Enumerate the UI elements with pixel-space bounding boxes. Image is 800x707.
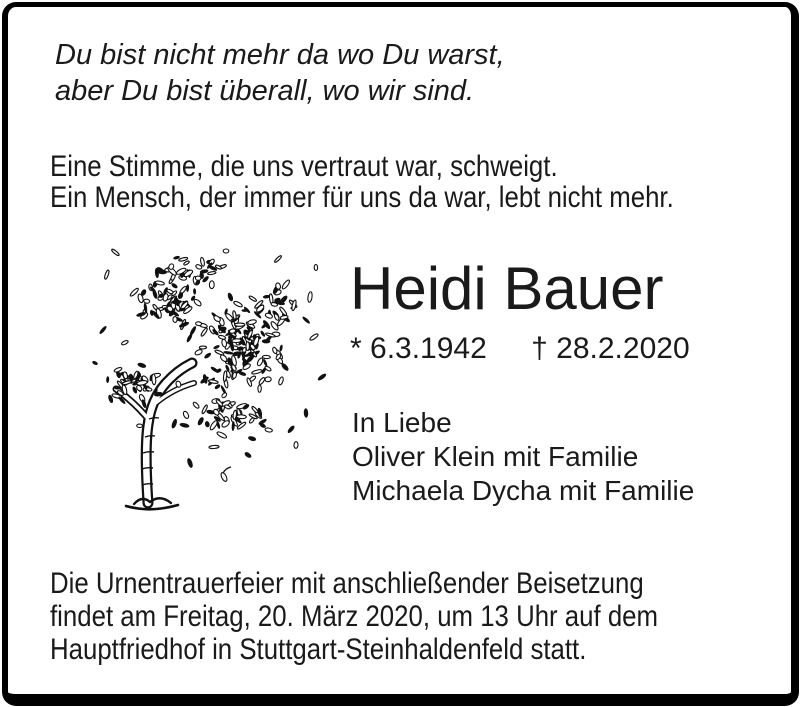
mourner-name-2: Michaela Dycha mit Familie [352,475,695,506]
eulogy-line2: Ein Mensch, der immer für uns da war, lebt nicht mehr. [50,181,674,214]
death-date: † 28.2.2020 [531,332,690,365]
eulogy-line1: Eine Stimme, die uns vertraut war, schweigt. [50,150,558,183]
opening-quote-line1: Du bist nicht mehr da wo Du warst, [55,39,505,71]
deceased-name: Heidi Bauer [350,255,664,322]
life-dates [350,331,690,367]
condolence-block [352,406,694,508]
birth-date: * 6.3.1942 [350,332,487,365]
tree-illustration [78,245,330,513]
funeral-info [50,567,658,666]
funeral-info-line2: findet am Freitag, 20. März 2020, um 13 Uhr auf dem [50,600,659,633]
mourner-name-1: Oliver Klein mit Familie [352,441,639,472]
funeral-info-line3: Hauptfriedhof in Stuttgart-Steinhaldenfeld statt. [50,633,587,666]
condolence-salutation: In Liebe [352,407,452,438]
opening-quote [55,37,505,109]
funeral-info-line1: Die Urnentrauerfeier mit anschließender Beisetzung [50,567,644,600]
opening-quote-line2: aber Du bist überall, wo wir sind. [55,75,475,107]
eulogy-text [50,151,674,213]
